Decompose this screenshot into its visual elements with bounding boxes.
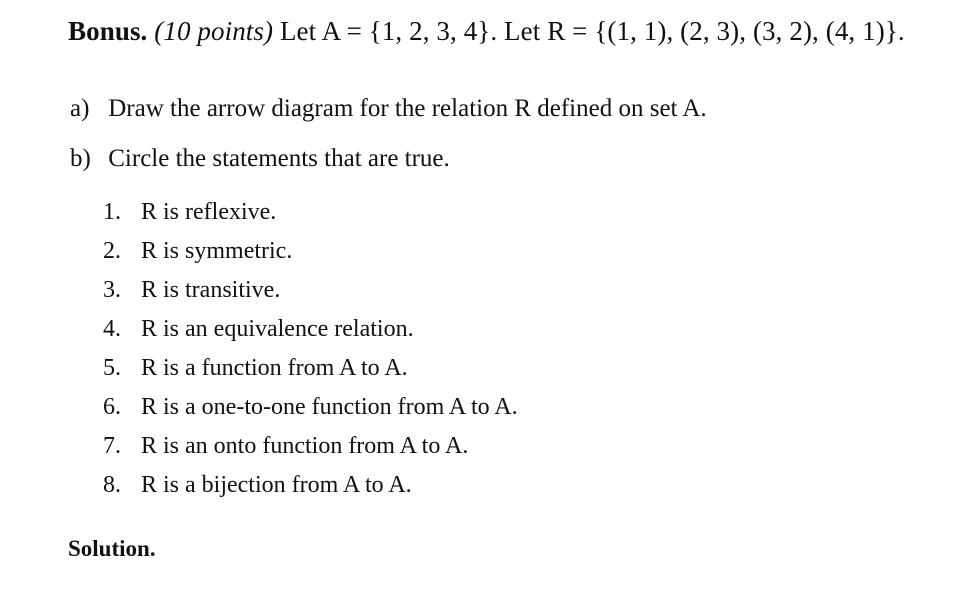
statement-text: R is transitive.: [141, 277, 281, 303]
statement-item: [103, 235, 518, 274]
part-a-text: Draw the arrow diagram for the relation R defined on set A.: [108, 95, 707, 122]
statement-number: 1.: [103, 199, 121, 225]
statement-text: R is symmetric.: [141, 238, 293, 264]
part-b-text: Circle the statements that are true.: [108, 145, 450, 172]
statement-number: 4.: [103, 316, 121, 342]
part-b: [70, 145, 450, 173]
statement-text: R is a function from A to A.: [141, 355, 408, 381]
statement-item: [103, 313, 518, 352]
statement-item: [103, 274, 518, 313]
solution-label: Solution.: [68, 536, 156, 561]
statement-item: [103, 196, 518, 235]
part-b-label: b): [70, 145, 91, 172]
statement-text: R is an onto function from A to A.: [141, 433, 469, 459]
statement-list: [103, 196, 518, 508]
statement-item: [103, 352, 518, 391]
statement-text: R is reflexive.: [141, 199, 277, 225]
problem-statement: Let A = {1, 2, 3, 4}. Let R = {(1, 1), (2, 3), (3, 2), (4, 1)}.: [279, 16, 905, 46]
part-a-label: a): [70, 95, 90, 122]
statement-number: 3.: [103, 277, 121, 303]
bonus-label: Bonus.: [68, 16, 148, 46]
points-label: (10 points): [154, 16, 274, 46]
statement-text: R is a bijection from A to A.: [141, 472, 412, 498]
statement-text: R is a one-to-one function from A to A.: [141, 394, 518, 420]
statement-number: 8.: [103, 472, 121, 498]
statement-text: R is an equivalence relation.: [141, 316, 414, 342]
statement-item: [103, 469, 518, 508]
statement-number: 5.: [103, 355, 121, 381]
statement-item: [103, 430, 518, 469]
part-a: [70, 95, 707, 123]
statement-number: 2.: [103, 238, 121, 264]
problem-heading: [68, 16, 905, 47]
statement-number: 7.: [103, 433, 121, 459]
statement-item: [103, 391, 518, 430]
statement-number: 6.: [103, 394, 121, 420]
